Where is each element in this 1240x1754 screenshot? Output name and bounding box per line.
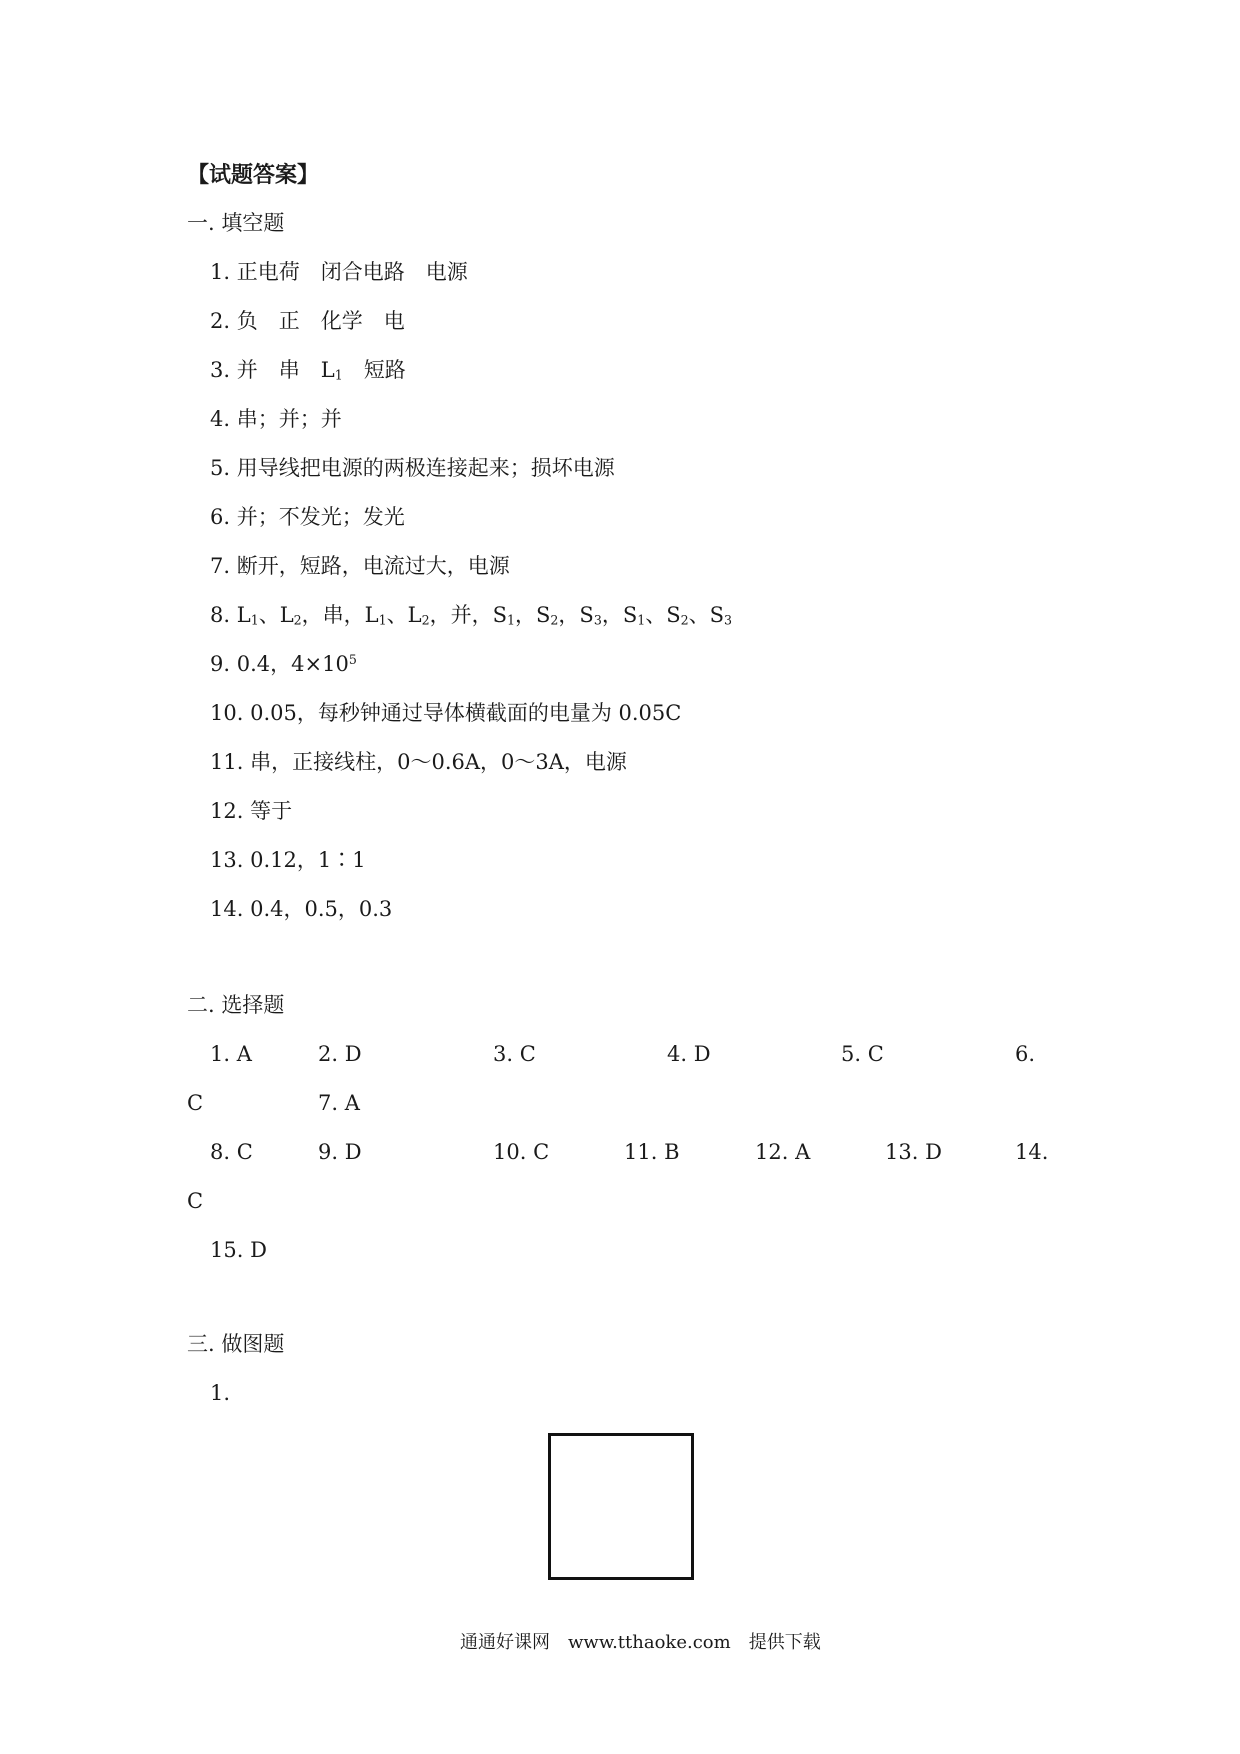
item-answer: 0.4，0.5，0.3 [250, 897, 393, 921]
item-number: 6. [210, 505, 231, 529]
item-number: 13. [210, 848, 244, 872]
item-number: 10. [210, 701, 244, 725]
choice-answer [210, 1044, 252, 1065]
item-answer: 0.4，4×10 [236, 652, 349, 676]
item-number: 1. [210, 1381, 231, 1405]
superscript: 5 [348, 652, 357, 668]
item-number: 13. [885, 1140, 919, 1164]
symbol-L: L [320, 358, 335, 382]
item-number: 5. [841, 1042, 862, 1066]
subscript: 2 [550, 612, 559, 628]
item-number: 10. [493, 1140, 527, 1164]
item-answer-rest: 短路 [363, 358, 406, 382]
choice-answer [755, 1142, 810, 1163]
separator: ， [601, 603, 623, 627]
separator: ， [515, 603, 537, 627]
list-item [210, 311, 405, 332]
answer-letter: C [236, 1140, 253, 1164]
list-item [210, 556, 510, 577]
separator: 、 [258, 603, 280, 627]
subscript: 3 [593, 612, 602, 628]
item-answer: 负 正 化学 电 [236, 309, 405, 333]
list-item [210, 458, 615, 479]
symbol-S: S [666, 603, 681, 627]
word: 并 [450, 603, 472, 627]
item-answer: 正电荷 闭合电路 电源 [236, 260, 468, 284]
list-item [210, 360, 406, 382]
item-number: 3. [210, 358, 231, 382]
list-item [210, 899, 392, 920]
separator: ， [343, 603, 365, 627]
list-item [210, 262, 468, 283]
answer-letter: D [693, 1042, 711, 1066]
item-number: 12. [210, 799, 244, 823]
section-heading-fill: 一. 填空题 [187, 211, 285, 235]
choice-answer [885, 1142, 942, 1163]
item-answer: 并；不发光；发光 [236, 505, 405, 529]
list-item [210, 703, 681, 724]
answer-letter: D [250, 1238, 267, 1262]
choice-answer [493, 1142, 549, 1163]
item-number: 3. [493, 1042, 514, 1066]
list-item [210, 605, 732, 627]
item-answer: 用导线把电源的两极连接起来；损坏电源 [236, 456, 615, 480]
choice-answer [210, 1240, 267, 1261]
item-answer: 0.12，1∶1 [250, 848, 366, 872]
item-answer: 并 串 [236, 358, 321, 382]
page-footer: 通通好课网 www.tthaoke.com 提供下载 [460, 1632, 821, 1653]
item-number: 11. [210, 750, 244, 774]
drawing-box [548, 1433, 694, 1580]
answer-letter: A [795, 1140, 811, 1164]
item-number: 1. [210, 1042, 231, 1066]
item-answer: 0.05，每秒钟通过导体横截面的电量为 0.05C [250, 701, 682, 725]
subscript: 2 [680, 612, 689, 628]
choice-answer [210, 1142, 253, 1163]
answer-letter: D [344, 1042, 362, 1066]
answer-letter: B [664, 1140, 680, 1164]
item-number: 5. [210, 456, 231, 480]
choice-answer [667, 1044, 711, 1065]
subscript: 3 [724, 612, 733, 628]
section-heading-choice: 二. 选择题 [187, 993, 285, 1017]
choice-answer [493, 1044, 536, 1065]
subscript: 1 [507, 612, 516, 628]
separator: 、 [386, 603, 408, 627]
symbol-S: S [492, 603, 507, 627]
item-number: 7. [210, 554, 231, 578]
choice-answer [318, 1142, 362, 1163]
item-number: 9. [210, 652, 231, 676]
item-answer [237, 603, 732, 627]
choice-answer [624, 1142, 680, 1163]
choice-answer [841, 1044, 884, 1065]
subscript: 1 [637, 612, 646, 628]
item-number: 9. [318, 1140, 339, 1164]
item-number: 7. [318, 1091, 339, 1115]
list-item [210, 752, 627, 773]
symbol-S: S [536, 603, 551, 627]
item-number: 14. [210, 897, 244, 921]
item-number: 14. [1015, 1140, 1049, 1164]
symbol-S: S [622, 603, 638, 627]
item-number: 15. [210, 1238, 244, 1262]
subscript: 1 [334, 367, 343, 383]
symbol-S: S [709, 603, 725, 627]
choice-answer [318, 1044, 362, 1065]
list-item [210, 850, 366, 871]
item-number: 12. [755, 1140, 789, 1164]
answer-letter: A [344, 1091, 360, 1115]
item-number: 2. [210, 309, 231, 333]
answer-letter: D [925, 1140, 942, 1164]
list-item [210, 507, 405, 528]
subscript: 1 [378, 612, 387, 628]
separator: 、 [645, 603, 667, 627]
item-answer: 串；并；并 [236, 407, 342, 431]
page-title: 【试题答案】 [187, 162, 320, 188]
item-number: 11. [624, 1140, 658, 1164]
item-answer: 等于 [250, 799, 293, 823]
item-number: 4. [667, 1042, 688, 1066]
answer-letter: D [344, 1140, 362, 1164]
word: 串 [322, 603, 344, 627]
item-number: 2. [318, 1042, 339, 1066]
separator: ， [558, 603, 580, 627]
symbol-L: L [279, 603, 294, 627]
separator: ， [471, 603, 493, 627]
list-item [210, 801, 292, 822]
item-number: 8. [210, 603, 231, 627]
answer-letter: C [519, 1042, 536, 1066]
item-answer: 断开，短路，电流过大，电源 [236, 554, 510, 578]
item-answer: 串，正接线柱，0～0.6A，0～3A，电源 [250, 750, 627, 774]
list-item [210, 654, 357, 675]
list-item [210, 409, 342, 430]
item-number: 6. [1015, 1042, 1036, 1066]
symbol-L: L [236, 603, 251, 627]
answer-letter: C [533, 1140, 550, 1164]
symbol-S: S [579, 603, 594, 627]
separator: 、 [688, 603, 710, 627]
item-number: 4. [210, 407, 231, 431]
separator: ， [429, 603, 451, 627]
separator: ， [301, 603, 323, 627]
item-number: 1. [210, 260, 231, 284]
symbol-L: L [364, 603, 379, 627]
answer-letter: C [187, 1189, 204, 1213]
subscript: 2 [421, 612, 430, 628]
symbol-L: L [407, 603, 422, 627]
subscript: 1 [250, 612, 259, 628]
answer-letter: A [236, 1042, 252, 1066]
choice-answer [318, 1093, 360, 1114]
subscript: 2 [293, 612, 302, 628]
item-number: 8. [210, 1140, 231, 1164]
answer-letter: C [187, 1091, 204, 1115]
answer-letter: C [867, 1042, 884, 1066]
section-heading-drawing: 三. 做图题 [187, 1332, 285, 1356]
